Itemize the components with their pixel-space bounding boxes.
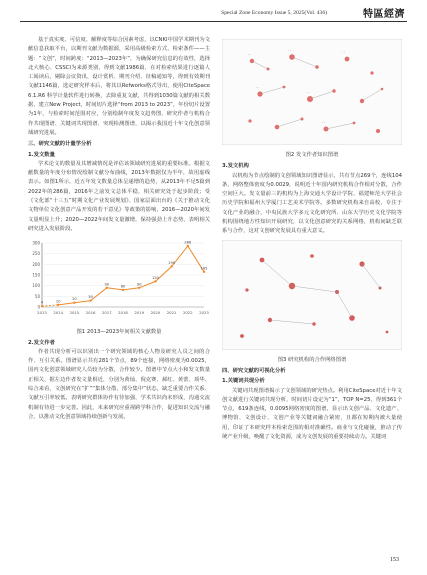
keyword-paragraph: 关键词共现图谱揭示了文创领域的研究热点。利用CiteSpace对近十年文创文献进行关键词共现分析，时间切片设定为“1”，TOP N=25，得到361个节点，619条连线，0.0095网络密度的图谱，显示出文创产品、文化遗产、博物馆、文创设计、文创产业等关键词融合紧密，且都在短期内被大量使用，印证了本研究样本检索范围的相对准确性。商业与文化碰撞，推动了传统产业升级，唤醒了文化资源，成为文创发展的重要持续动力。关键词 <box>222 387 402 441</box>
y-tick-label: 0 <box>37 304 40 310</box>
header-rule <box>20 21 407 22</box>
figure-1-chart <box>28 237 210 325</box>
data-label: 10 <box>55 299 61 304</box>
author-analysis-paragraph: 作者共现分析可以识别出一个研究领域的核心人物及研究人员之间的合作、互引关系。图谱显示共有281个节点，89个连接，网络密度为0.0025，国内文化创意领域研究人员较为分散，合作较少。图谱中节点大小和发文数量正相关，据左边作者发文量相近，分别为黄灿、倪克赛、郝红、黄蕾、项华、综合来看，文创研究在“扩”“集体分散、部分集中”状态，缺乏重要合作关系、文献互引率较低，表明研究群体协作有待加强，学术共识尚未形成，沟通交流机制有待进一步完善。因此，未来研究应重视跨学科合作，促进知识交流与融合，以推动文化创意领域持续创新与发展。 <box>28 348 210 420</box>
data-label: 165 <box>200 266 208 271</box>
data-label: 190 <box>168 261 176 266</box>
author-network-image <box>222 39 402 145</box>
y-tick-label: 300 <box>32 240 40 246</box>
data-point <box>57 304 59 306</box>
svg-text:· ·: · · <box>342 51 346 55</box>
subsection-3-heading: 3.发文机构 <box>222 163 249 170</box>
x-tick-label: 2013 <box>37 310 47 316</box>
x-tick-label: 2023 <box>199 310 209 316</box>
x-tick-label: 2015 <box>69 310 80 316</box>
svg-text:· ·: · · <box>288 49 292 53</box>
right-column <box>222 36 402 442</box>
journal-logo: 特區經濟 <box>363 9 405 20</box>
institution-network-image <box>222 240 402 350</box>
data-point <box>41 305 43 307</box>
data-point <box>203 271 205 273</box>
institution-paragraph: 以机构为节点绘制的文创领域知识图谱显示，共有节点269个，连线104条，网络整体密度为0.0029，说明近十年国内研究机构合作相对分散，合作空间巨大。发文量前三的机构为上海交通大学设计学院、福建师范大学社会历史学院和福州大学厦门工艺美术学院等。多数研究机构来自高校，专注于文化产业的融合，中央民族大学多元文化研究所、山东大学历史文化学院等机构围绕地方性知识开展研究，以文化创意研究的关系网络，机构间缺乏联系与合作，这对文创研究发展具有重大意义。 <box>222 172 402 235</box>
svg-text:· ·: · · <box>322 121 326 125</box>
data-point <box>122 289 124 291</box>
page-number: 153 <box>390 557 399 563</box>
svg-text:· ·: · · <box>248 53 252 57</box>
x-tick-label: 2016 <box>85 310 96 316</box>
figure-3-caption: 图3 研究机构的合作网络图谱 <box>277 356 347 363</box>
section-3-heading: 三、研究文献的计量学分析 <box>28 141 92 148</box>
figure-1-caption: 图1 2013—2023年间相关文献数量 <box>76 328 162 335</box>
data-label: 120 <box>151 276 159 281</box>
intro-paragraph: 基于真实度、可信度、解释度等综合因素考虑，以CNKI中国学术期刊为文献信息获取平台，以期刊文献为数据源，采用高级检索方式，检索条件——主题：“文创”，时间跨度：“2013—2023年”，为确保研究信息的有效性，选择北大核心、CSSCI为来源类别，得到文献1986篇，在对检索结果进行逐篇人工阅读后，剔除会议资讯、设计赏析、期刊介绍、征稿通知等，得到有效期刊文献1146篇，选定研究样本后，将其以Refworks格式导出，使用CiteSpace 6.1.R6 科学计量软件进行转换，去除重复文献，共得到1030篇文献的相关数据，建立New Project，时间切片选择“from 2013 to 2023”，年份切片设置为1年，与检索时间范围对应，分别绘制年度发文趋势图、研究作者与机构合作共现图谱、关键词共现图谱、突现检测图谱，以揭示我国近十年文化创意领域研究进展。 <box>28 37 210 136</box>
data-label: 80 <box>120 284 126 289</box>
y-tick-label: 250 <box>32 251 40 257</box>
data-point <box>154 280 156 282</box>
data-label: 286 <box>184 240 192 245</box>
x-tick-label: 2014 <box>53 310 64 316</box>
publication-count-paragraph: 学术论文的数量及其增减情况是评估该领域研究进展的重要标准。根据文献数量的年度分布情况绘制文献分布曲线，2013年数据仅为半年，故用虚线表示。如图1所示，近五年发文数量总体呈递增的趋势，从2013年不足5篇到2022年的286篇，2016年之前发文总体平稳，相关研究处于起步阶段；受《文化部“十三五”时期文化产业发展规划》、国家层面出台的《关于推动文化文物单位文化创意产品开发的若干意见》等政策的影响，2016—2020年间发文量明显上升；2020—2022年间发文量激增，保持强劲上升态势，表明相关研究进入发展阶段。 <box>28 160 210 232</box>
series-line-dashed <box>42 305 58 306</box>
subsection-2-heading: 2.发文作者 <box>28 339 55 346</box>
svg-text:· ·: · · <box>306 91 310 95</box>
x-tick-label: 2017 <box>101 310 112 316</box>
data-label: 90 <box>136 282 142 287</box>
data-label: 90 <box>104 282 110 287</box>
figure-2-author-network <box>222 39 402 149</box>
series-line <box>55 246 204 305</box>
line-chart <box>28 237 210 321</box>
data-point <box>138 287 140 289</box>
y-tick-label: 150 <box>32 272 40 278</box>
x-tick-label: 2020 <box>150 310 161 316</box>
x-tick-label: 2019 <box>134 310 145 316</box>
journal-header: Special Zone Economy Issue 5, 2025(Vol. 436) <box>221 10 327 16</box>
data-point <box>106 287 108 289</box>
data-point <box>170 266 172 268</box>
figure-3-institution-network <box>222 240 402 354</box>
data-label: 20 <box>72 297 77 302</box>
left-column <box>28 36 210 422</box>
data-point <box>187 245 189 247</box>
svg-text:· ·: · · <box>256 86 260 90</box>
x-tick-label: 2018 <box>118 310 128 316</box>
section-4-heading: 四、研究文献的可视化分析 <box>222 367 286 374</box>
data-point <box>73 302 75 304</box>
subsection-4-heading: 1.关键词共现分析 <box>222 378 265 385</box>
y-tick-label: 100 <box>32 283 40 289</box>
x-tick-label: 2021 <box>166 310 177 316</box>
y-tick-label: 50 <box>34 294 40 300</box>
figure-2-caption: 图2 发文作者知识图谱 <box>285 152 339 159</box>
data-point <box>89 300 91 302</box>
x-tick-label: 2022 <box>182 310 193 316</box>
data-label: 30 <box>88 295 93 300</box>
data-label: 4 <box>40 300 44 305</box>
y-tick-label: 200 <box>32 262 40 268</box>
subsection-1-heading: 1.发文数量 <box>28 151 55 158</box>
